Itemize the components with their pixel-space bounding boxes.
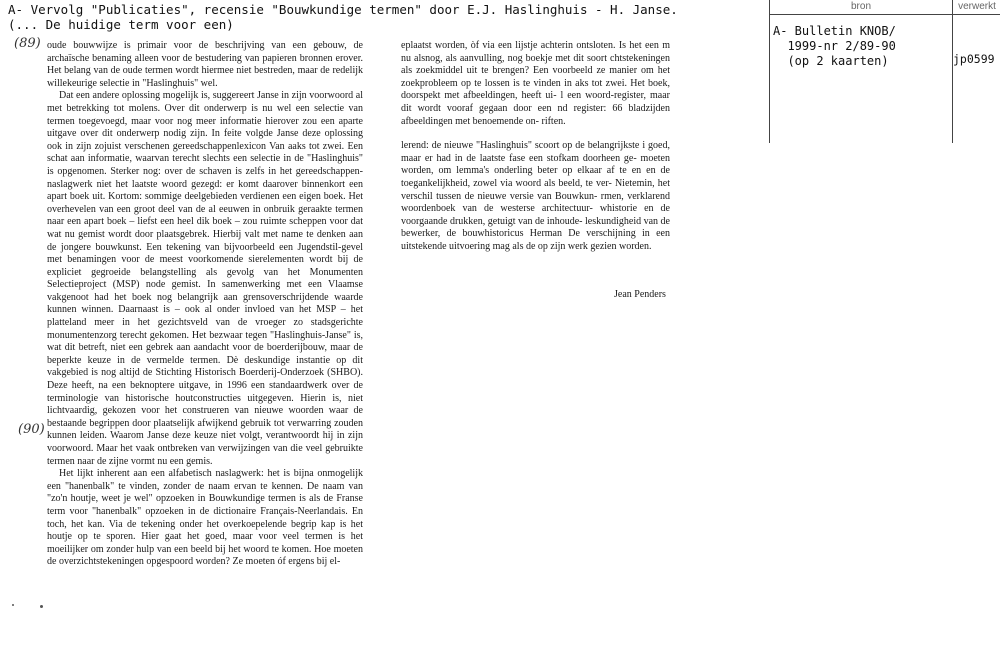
column-divider <box>952 15 953 143</box>
header-line-1: A- Vervolg "Publicaties", recensie "Bouwkundige termen" door E.J. Haslinghuis - H. Janse. <box>8 2 678 17</box>
paragraph: lerend: de nieuwe "Haslinghuis" scoort op de belangrijkste i goed, maar er had in de laatste fase een stofkam doorheen ge- moeten worden, om lemma's onderling beter op elkaar af te en en de toegankelijkheid, zowel via woord als beeld, te ver- Nietemin, het verschil tussen de nieuwe versie van Bouwkun- rmen, verklarend woordenboek van de westerse architectuur- whistorie en de voorgaande drukken, getuigt van de inhoude- leskundigheid van de bewerker, de bouwhistoricus Herman De verschijning in een uitstekende uitvoering mag als de op zijn werk gezien worden. <box>401 140 670 252</box>
margin-note-page-89: (89) <box>14 36 41 51</box>
article-column-right <box>401 40 670 254</box>
scan-speck <box>12 604 14 606</box>
paragraph: Het lijkt inherent aan een alfabetisch naslagwerk: het is bijna onmogelijk een "hanenbalk" te vinden, zonder de naam ervan te kennen. De naam van "zo'n houtje, weet je wel" opzoeken in Bouwkundige termen is als de Franse term voor "hanenbalk" opzoeken in de dictionaire Français-Neerlandais. En toch, het kan. Via de tekening onder het overkoepelende begrip kap is het houtje op te sporen. Hier gaat het goed, maar voor veel termen is het moeilijker om zonder hulp van een beeld bij het woord te komen. Hoe moeten de overzichtstekeningen opgespoord worden? Ze moeten óf ergens bij el- <box>47 468 363 568</box>
bron-header: bron <box>770 0 953 15</box>
article-column-left <box>47 40 363 569</box>
bron-line-2: 1999-nr 2/89-90 <box>773 39 896 53</box>
margin-note-page-90: (90) <box>18 422 45 437</box>
paragraph: eplaatst worden, òf via een lijstje achterin ontsloten. Is het een m nu alsnog, als aanvulling, nog boekje met dit soort chtstekeningen als zoekmiddel uit te brengen? Een voorbeeld ze manier om het zoekprobleem op te lossen is te vinden in aks tot zwei. Het boek, doorspekt met afbeeldingen, heeft ui- l een woord-register, maar dit wordt vooraf gegaan door een nd register: 66 bladzijden afbeeldingen met benoemende on- riften. <box>401 40 670 127</box>
header-line-2: (... De huidige term voor een) <box>8 17 234 32</box>
author-signature: Jean Penders <box>614 289 666 300</box>
verwerkt-header: verwerkt <box>953 0 1000 15</box>
paragraph: Dat een andere oplossing mogelijk is, suggereert Janse in zijn voorwoord al met betrekking tot molens. Over dit onderwerp is nu wel een selectie van termen toegevoegd, maar voor nog meer informatie hierover zou een aparte uitgave over dit onderwerp nodig zijn. In feite volgde Janse deze oplossing ook in zijn zojuist verschenen gereedschappenlexicon Van aaks tot zwei. Een schat aan informatie, waarvan terecht slechts een selectie in de "Haslinghuis" is opgenomen. Sterker nog: over de schaven is zelfs in het gereedschappen-naslagwerk niet het laatste woord gezegd: er komt daarover binnenkort een apart boek uit. Kortom: sommige deelgebieden verdienen een eigen boek. Het overhevelen van een groot deel van de al eeuwen in onbruik geraakte termen naar een apart boek – liefst een heel dik boek – zou ruimte scheppen voor dat wat nu gemist wordt door plaatsgebrek. Hierbij valt met name te denken aan de jongere bouwkunst. Een tekening van bijvoorbeeld een Jugendstil-gevel met benamingen voor de meest voorkomende sierelementen wordt bij de expliciet gegroeide belangstelling als gevolg van het Monumenten Selectieproject (MSP) node gemist. In samenwerking met een Vlaamse vakgenoot had het boek nog belangrijk aan grensoverschrijdende waarde kunnen winnen. Daarnaast is – ook al onder invloed van het MSP – het platteland meer in het gezichtsveld van de vroeger zo stadsgerichte monumentenzorg terecht gekomen. Het bezwaar tegen "Haslinghuis-Janse" is, wat dit betreft, niet een gebrek aan aandacht voor de boerderijbouw, maar de beperkte keuze in de vermelde termen. Dè deskundige instantie op dit vakgebied is nog altijd de Stichting Historisch Boerderij-Onderzoek (SHBO). Deze heeft, na een beknoptere uitgave, in 1996 een standaardwerk over de terminologie van historische houtconstructies uitgegeven. Hierin is, niet lichtvaardig, gekozen voor het construeren van nieuwe woorden waar de bestaande begrippen door plaatselijk afwijkend gebruik tot verwarring zouden kunnen leiden. Waarom Janse deze keuze niet volgt, verantwoordt hij in zijn voorwoord. Maar het vaak ontbreken van verwijzingen van die veel gebruikte termen naar de zijne vormt nu een gemis. <box>47 90 363 467</box>
bron-line-3: (op 2 kaarten) <box>773 54 889 68</box>
catalog-box <box>769 0 1000 143</box>
bron-line-1: A- Bulletin KNOB/ <box>773 24 896 38</box>
verwerkt-code: jp0599 <box>953 52 995 66</box>
scan-speck <box>40 605 43 608</box>
paragraph: oude bouwwijze is primair voor de beschrijving van een gebouw, de archaïsche benaming alleen voor de bestudering van papieren bronnen erover. Het belang van de oude termen wordt hiermee niet bestreden, maar de redelijk willekeurige selectie in "Haslinghuis" wel. <box>47 40 363 89</box>
